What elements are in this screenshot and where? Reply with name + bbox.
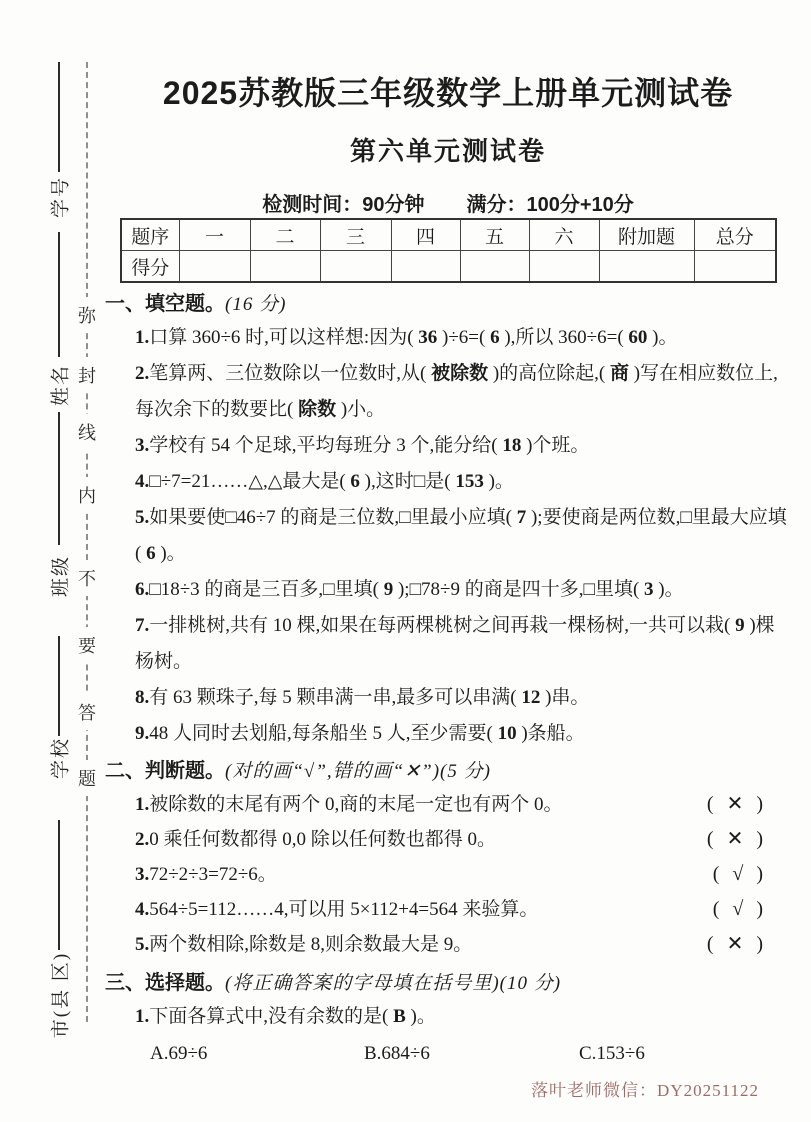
seal-line-char: 答 — [77, 694, 97, 730]
score-col-header: 二 — [250, 219, 320, 251]
score-col-header: 三 — [320, 219, 391, 251]
choice-option-c: C.153÷6 — [579, 1043, 645, 1064]
field-label-city-county: 市(县 区) — [50, 951, 72, 1039]
judge-text: 3.72÷2÷3=72÷6。 — [135, 864, 277, 885]
section-heading-choice — [105, 968, 791, 999]
section-label: 二、判断题。 — [105, 760, 225, 782]
seal-line-char: 题 — [77, 760, 97, 796]
section-label: 一、填空题。 — [105, 293, 225, 315]
judge-text: 1.被除数的末尾有两个 0,商的末尾一定也有两个 0。 — [135, 794, 563, 815]
score-cell-empty — [460, 251, 529, 283]
section-label: 三、选择题。 — [105, 972, 225, 994]
section-heading-fill-in — [105, 289, 791, 320]
judge-row-3 — [135, 857, 791, 892]
main-content — [105, 58, 791, 1071]
seal-line-char: 不 — [77, 560, 97, 596]
score-cell-empty — [179, 251, 250, 283]
judge-answer: ( √ ) — [712, 863, 767, 885]
page-title: 2025苏教版三年级数学上册单元测试卷 — [162, 75, 734, 111]
score-col-header: 五 — [460, 219, 529, 251]
exam-time: 检测时间：90分钟 — [262, 194, 425, 216]
unit-title: 第六单元测试卷 — [349, 136, 546, 166]
score-col-header: 一 — [179, 219, 250, 251]
judge-row-1 — [135, 787, 791, 822]
fill-question-4: 4.□÷7=21……△,△最大是( 6 ),这时□是( 153 )。 — [135, 471, 514, 492]
judge-answer: ( ✕ ) — [706, 828, 767, 850]
score-col-header: 附加题 — [599, 219, 694, 251]
score-cell-empty — [391, 251, 460, 283]
write-line-student-number — [58, 62, 60, 172]
section-heading-judge — [105, 756, 791, 787]
write-line-school — [58, 636, 60, 736]
write-line-city — [58, 820, 60, 950]
seal-line-char: 弥 — [77, 297, 97, 333]
exam-info-line — [105, 194, 791, 216]
choice-options-row — [150, 1037, 791, 1071]
judge-answer: ( ✕ ) — [706, 793, 767, 815]
write-line-name — [58, 232, 60, 357]
choice-question-1: 1.下面各算式中,没有余数的是( B )。 — [135, 1006, 436, 1027]
score-table-score-row — [121, 251, 776, 283]
judge-row-5 — [135, 927, 791, 962]
judge-row-2 — [135, 822, 791, 857]
fill-question-6: 6.□18÷3 的商是三百多,□里填( 9 );□78÷9 的商是四十多,□里填( 3 )。 — [135, 579, 684, 600]
score-table — [120, 218, 777, 283]
judge-text: 2.0 乘任何数都得 0,0 除以任何数也都得 0。 — [135, 829, 497, 850]
section-points-note: (16 分) — [225, 294, 287, 315]
judge-answer: ( √ ) — [712, 898, 767, 920]
score-table-header-row — [121, 219, 776, 251]
fill-question-7: 7.一排桃树,共有 10 棵,如果在每两棵桃树之间再栽一棵杨树,一共可以栽( 9 )棵杨树。 — [135, 615, 775, 672]
score-col-header: 题序 — [121, 219, 179, 251]
judge-text: 5.两个数相除,除数是 8,则余数最大是 9。 — [135, 934, 473, 955]
score-col-header: 四 — [391, 219, 460, 251]
choice-option-b: B.684÷6 — [364, 1043, 430, 1064]
exam-full-score: 满分：100分+10分 — [466, 194, 634, 216]
score-col-header: 六 — [529, 219, 599, 251]
seal-line-char: 封 — [77, 357, 97, 393]
choice-option-a: A.69÷6 — [150, 1043, 208, 1064]
fill-question-1: 1.口算 360÷6 时,可以这样想:因为( 36 )÷6=( 6 ),所以 360÷6=( 60 )。 — [135, 327, 678, 348]
score-cell-empty — [599, 251, 694, 283]
field-label-class: 班级 — [50, 554, 72, 598]
field-label-student-number: 学号 — [50, 175, 72, 219]
write-line-class — [58, 412, 60, 545]
judge-row-4 — [135, 892, 791, 927]
field-label-name: 姓名 — [50, 363, 72, 407]
fill-question-9: 9.48 人同时去划船,每条船坐 5 人,至少需要( 10 )条船。 — [135, 723, 585, 744]
seal-line-char: 要 — [77, 627, 97, 663]
section-points-note: (对的画“√”,错的画“✕”)(5 分) — [225, 761, 491, 782]
judge-answer: ( ✕ ) — [706, 933, 767, 955]
watermark-contact: 落叶老师微信：DY20251122 — [531, 1081, 759, 1100]
section-points-note: (将正确答案的字母填在括号里)(10 分) — [225, 973, 562, 994]
score-col-header: 总分 — [694, 219, 776, 251]
score-row-label: 得分 — [121, 251, 179, 283]
score-cell-empty — [529, 251, 599, 283]
score-cell-empty — [250, 251, 320, 283]
field-label-school: 学校 — [50, 736, 72, 780]
fill-question-3: 3.学校有 54 个足球,平均每班分 3 个,能分给( 18 )个班。 — [135, 435, 590, 456]
seal-line-char: 线 — [77, 414, 97, 450]
fill-question-5: 5.如果要使□46÷7 的商是三位数,□里最小应填( 7 );要使商是两位数,□里最大应填( 6 )。 — [135, 507, 787, 564]
score-cell-empty — [694, 251, 776, 283]
seal-line-char: 内 — [77, 477, 97, 513]
fill-question-2: 2.笔算两、三位数除以一位数时,从( 被除数 )的高位除起,( 商 )写在相应数位上,每次余下的数要比( 除数 )小。 — [135, 363, 778, 420]
judge-text: 4.564÷5=112……4,可以用 5×112+4=564 来验算。 — [135, 899, 539, 920]
seal-dashed-line — [86, 62, 88, 1022]
fill-question-8: 8.有 63 颗珠子,每 5 颗串满一串,最多可以串满( 12 )串。 — [135, 687, 590, 708]
score-cell-empty — [320, 251, 391, 283]
